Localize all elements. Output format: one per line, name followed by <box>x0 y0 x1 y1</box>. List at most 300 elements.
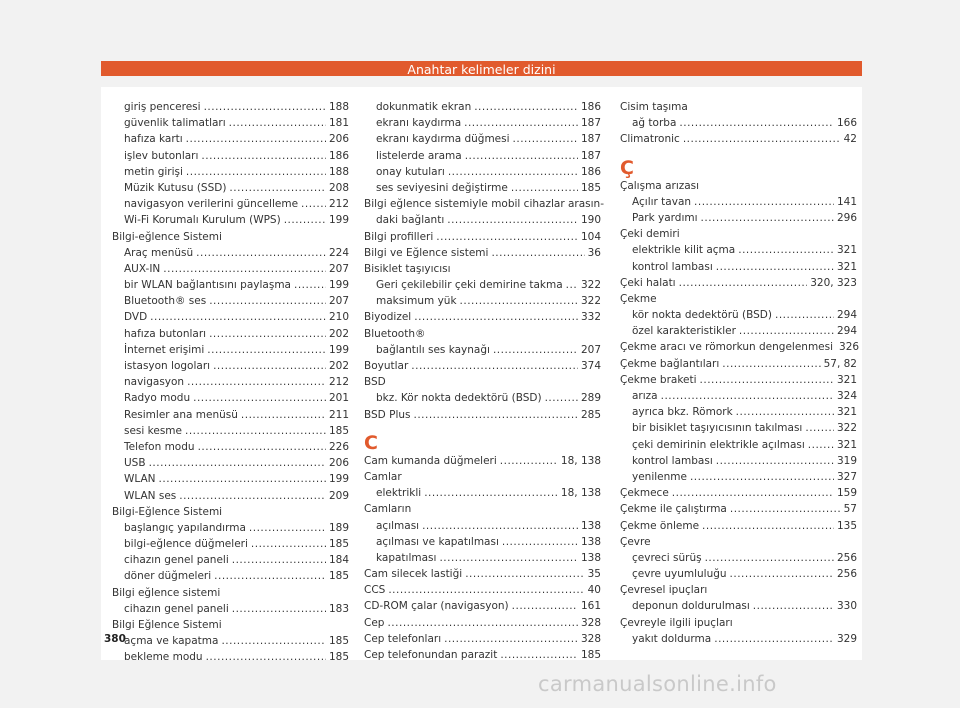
index-entry <box>620 437 857 453</box>
entry-page: 185 <box>580 181 601 194</box>
entry-label: WLAN ses <box>124 489 177 502</box>
index-entry <box>112 326 349 342</box>
entry-label: metin girişi <box>124 165 183 178</box>
index-entry <box>364 358 601 374</box>
leader-dots <box>214 568 326 584</box>
entry-page: 161 <box>580 600 601 613</box>
entry-page: 208 <box>328 181 349 194</box>
index-entry <box>364 164 601 180</box>
index-entry <box>112 471 349 487</box>
entry-label: AUX-IN <box>124 262 161 275</box>
entry-label: kör nokta dedektörü (BSD) <box>632 309 772 322</box>
entry-page: 226 <box>328 440 349 453</box>
entry-page: 321 <box>836 406 857 419</box>
index-entry <box>112 277 349 293</box>
entry-label: Resimler ana menüsü <box>124 408 238 421</box>
leader-dots <box>229 115 326 131</box>
index-entry <box>620 501 857 517</box>
entry-label: Cep <box>364 616 385 629</box>
entry-label: Bluetooth® ses <box>124 295 207 308</box>
entry-page: 186 <box>580 101 601 113</box>
entry-label: Çevresel ipuçları <box>620 584 708 597</box>
index-entry <box>620 275 857 291</box>
entry-label: Wi-Fi Korumalı Kurulum (WPS) <box>124 214 281 227</box>
entry-page: 186 <box>580 165 601 178</box>
index-entry <box>112 633 349 649</box>
leader-dots <box>201 148 326 164</box>
index-entry <box>112 455 349 471</box>
entry-page: 326 <box>839 341 860 354</box>
entry-label: Çekme ile çalıştırma <box>620 503 727 516</box>
entry-label: Biyodizel <box>364 311 412 324</box>
entry-page: 138 <box>580 535 601 548</box>
entry-list <box>364 453 601 663</box>
entry-page: 285 <box>580 408 601 421</box>
entry-page: 185 <box>328 570 349 583</box>
entry-label: BSD Plus <box>364 408 411 421</box>
leader-dots <box>207 342 326 358</box>
leader-dots <box>775 307 834 323</box>
entry-page: 35 <box>587 568 601 581</box>
entry-label: Bluetooth® <box>364 327 426 340</box>
entry-label: kapatılması <box>376 551 437 564</box>
index-entry <box>364 326 601 342</box>
index-entry <box>620 420 857 436</box>
index-entry <box>364 374 601 390</box>
entry-page: 36 <box>587 246 601 259</box>
entry-page: 188 <box>328 101 349 113</box>
entry-page: 199 <box>328 279 349 292</box>
leader-dots <box>150 309 326 325</box>
entry-label: Çekme önleme <box>620 519 700 532</box>
header-band <box>101 76 862 87</box>
index-entry <box>364 407 601 423</box>
entry-label: CD-ROM çalar (navigasyon) <box>364 600 509 613</box>
leader-dots <box>702 518 834 534</box>
entry-label: deponun doldurulması <box>632 600 750 613</box>
entry-label: Climatronic <box>620 133 680 146</box>
entry-page: 201 <box>328 392 349 405</box>
index-entry <box>112 342 349 358</box>
leader-dots <box>683 131 841 147</box>
index-column-1 <box>112 99 349 666</box>
index-entry <box>112 617 349 633</box>
index-entry <box>620 259 857 275</box>
entry-page: 166 <box>836 117 857 130</box>
entry-label: Çalışma arızası <box>620 179 700 192</box>
index-entry <box>620 372 857 388</box>
leader-dots <box>805 420 834 436</box>
entry-page: 185 <box>328 635 349 648</box>
index-entry <box>620 485 857 501</box>
entry-label: ekranı kaydırma <box>376 117 462 130</box>
entry-label: BSD <box>364 376 386 389</box>
entry-label: ağ torba <box>632 117 677 130</box>
index-entry <box>364 309 601 325</box>
entry-label: Çeki demiri <box>620 228 680 241</box>
entry-label: Bilgi profilleri <box>364 230 434 243</box>
entry-label: özel karakteristikler <box>632 325 736 338</box>
leader-dots <box>186 164 326 180</box>
index-entry <box>112 212 349 228</box>
index-entry <box>112 390 349 406</box>
leader-dots <box>464 115 578 131</box>
index-entry <box>112 309 349 325</box>
entry-label: WLAN <box>124 473 156 486</box>
index-entry <box>620 518 857 534</box>
leader-dots <box>474 99 578 115</box>
entry-page: 289 <box>580 392 601 405</box>
leader-dots <box>187 374 326 390</box>
index-entry <box>112 423 349 439</box>
leader-dots <box>232 552 326 568</box>
index-column-3 <box>620 99 860 647</box>
entry-label: Geri çekilebilir çeki demirine takma <box>376 279 563 292</box>
entry-label: güvenlik talimatları <box>124 117 226 130</box>
entry-label: çevre uyumluluğu <box>632 568 727 581</box>
leader-dots <box>413 407 577 423</box>
entry-label: bağlantılı ses kaynağı <box>376 343 490 356</box>
entry-page: 199 <box>328 214 349 227</box>
entry-label: elektrikle kilit açma <box>632 244 736 257</box>
leader-dots <box>679 115 834 131</box>
entry-label: Cep telefonları <box>364 632 442 645</box>
index-entry <box>112 520 349 536</box>
leader-dots <box>249 520 326 536</box>
entry-label: Bilgi eğlence sistemi <box>112 586 221 599</box>
entry-page: 202 <box>328 360 349 372</box>
leader-dots <box>513 131 578 147</box>
leader-dots <box>436 229 578 245</box>
leader-dots <box>700 372 834 388</box>
entry-page: 185 <box>580 649 601 661</box>
entry-label: ekranı kaydırma düğmesi <box>376 133 510 146</box>
entry-page: 207 <box>580 343 601 356</box>
entry-page: 104 <box>580 230 601 243</box>
leader-dots <box>753 598 834 614</box>
entry-label: açılması ve kapatılması <box>376 535 499 548</box>
entry-page: 199 <box>328 473 349 486</box>
entry-label: listelerde arama <box>376 149 462 162</box>
leader-dots <box>672 485 834 501</box>
entry-page: 138 <box>580 551 601 564</box>
entry-page: 211 <box>328 408 349 421</box>
index-entry <box>364 469 601 485</box>
entry-page: 42 <box>843 133 857 146</box>
entry-label: Radyo modu <box>124 392 191 405</box>
index-entry <box>364 180 601 196</box>
entry-label: Bilgi Eğlence Sistemi <box>112 619 222 631</box>
index-entry <box>620 307 857 323</box>
entry-page: 209 <box>328 489 349 502</box>
entry-page: 256 <box>836 568 857 581</box>
entry-page: 18, 138 <box>560 454 601 467</box>
entry-label: Çekme bağlantıları <box>620 357 720 370</box>
index-entry <box>112 552 349 568</box>
leader-dots <box>545 390 578 406</box>
entry-label: bekleme modu <box>124 651 203 664</box>
entry-page: 40 <box>587 584 601 597</box>
entry-label: sesi kesme <box>124 424 182 437</box>
entry-label: açılması <box>376 519 420 532</box>
entry-label: Bilgi ve Eğlence sistemi <box>364 246 489 259</box>
leader-dots <box>221 633 326 649</box>
index-entry <box>112 601 349 617</box>
entry-label: cihazın genel paneli <box>124 602 229 615</box>
index-entry <box>364 453 601 469</box>
leader-dots <box>251 536 326 552</box>
leader-dots <box>511 180 578 196</box>
entry-label: maksimum yük <box>376 295 457 308</box>
entry-label: Bilgi-eğlence Sistemi <box>112 230 222 243</box>
index-entry <box>112 374 349 390</box>
index-entry <box>620 99 857 115</box>
entry-label: Cam silecek lastiği <box>364 568 463 581</box>
entry-label: Bilgi-Eğlence Sistemi <box>112 505 223 518</box>
entry-page: 328 <box>580 632 601 645</box>
index-entry <box>112 115 349 131</box>
entry-label: hafıza kartı <box>124 133 183 146</box>
page-number: 380 <box>104 633 126 645</box>
index-entry <box>620 323 857 339</box>
entry-label: Çevre <box>620 535 651 548</box>
entry-label: bir WLAN bağlantısını paylaşma <box>124 279 291 292</box>
leader-dots <box>465 148 578 164</box>
entry-page: 185 <box>328 538 349 551</box>
entry-label: onay kutuları <box>376 165 445 178</box>
index-entry <box>620 226 857 242</box>
entry-page: 190 <box>580 214 601 227</box>
entry-page: 206 <box>328 457 349 470</box>
entry-label: Çeki halatı <box>620 276 676 289</box>
entry-page: 199 <box>328 343 349 356</box>
entry-label: cihazın genel paneli <box>124 554 229 567</box>
leader-dots <box>739 323 834 339</box>
entry-page: 210 <box>328 311 349 324</box>
entry-list <box>620 99 857 148</box>
leader-dots <box>500 453 558 469</box>
index-entry <box>112 649 349 665</box>
entry-page: 187 <box>580 117 601 130</box>
entry-label: çevreci sürüş <box>632 551 702 564</box>
entry-page: 141 <box>836 195 857 208</box>
leader-dots <box>701 210 834 226</box>
entry-list <box>620 178 860 647</box>
entry-label: hafıza butonları <box>124 327 207 340</box>
leader-dots <box>493 342 578 358</box>
entry-label: bkz. Kör nokta dedektörü (BSD) <box>376 392 542 405</box>
entry-page: 328 <box>580 616 601 629</box>
entry-label: Boyutlar <box>364 360 409 372</box>
index-entry <box>112 229 349 245</box>
index-entry <box>364 245 601 261</box>
entry-label: navigasyon <box>124 376 185 389</box>
entry-page: 330 <box>836 600 857 613</box>
leader-dots <box>159 471 326 487</box>
index-entry <box>620 356 857 372</box>
index-entry <box>620 388 857 404</box>
index-entry <box>364 261 601 277</box>
leader-dots <box>193 390 326 406</box>
index-entry <box>620 194 857 210</box>
index-entry <box>620 469 857 485</box>
entry-page: 324 <box>836 390 857 402</box>
entry-label: ses seviyesini değiştirme <box>376 181 508 194</box>
index-entry <box>364 277 601 293</box>
index-entry <box>620 615 857 631</box>
index-entry <box>620 131 857 147</box>
entry-page: 181 <box>328 117 349 130</box>
entry-label: Açılır tavan <box>632 195 692 208</box>
entry-list <box>112 99 349 666</box>
entry-page: 189 <box>328 521 349 534</box>
entry-page: 294 <box>836 309 857 322</box>
leader-dots <box>186 131 326 147</box>
entry-label: giriş penceresi <box>124 101 201 113</box>
entry-page: 185 <box>328 424 349 437</box>
entry-page: 322 <box>580 295 601 308</box>
index-entry <box>364 598 601 614</box>
leader-dots <box>388 582 584 598</box>
entry-label: Park yardımı <box>632 211 698 224</box>
index-entry <box>620 404 857 420</box>
entry-page: 159 <box>836 487 857 500</box>
leader-dots <box>439 550 578 566</box>
index-entry <box>112 99 349 115</box>
entry-label: Telefon modu <box>124 440 195 453</box>
index-entry <box>112 358 349 374</box>
entry-label: Cep telefonundan parazit <box>364 649 498 661</box>
index-column-2 <box>364 99 604 663</box>
leader-dots <box>185 423 326 439</box>
entry-page: 256 <box>836 551 857 564</box>
watermark: carmanualsonline.info <box>538 672 777 696</box>
index-entry <box>364 390 601 406</box>
leader-dots <box>730 566 834 582</box>
leader-dots <box>179 488 326 504</box>
index-entry <box>620 534 857 550</box>
leader-dots <box>690 469 834 485</box>
leader-dots <box>566 277 578 293</box>
entry-page: 207 <box>328 295 349 308</box>
index-entry <box>364 99 601 115</box>
index-entry <box>364 212 601 228</box>
entry-label: döner düğmeleri <box>124 570 212 583</box>
leader-dots <box>491 245 584 261</box>
entry-page: 187 <box>580 133 601 146</box>
leader-dots <box>714 631 834 647</box>
entry-label: USB <box>124 457 146 470</box>
entry-label: navigasyon verilerini güncelleme <box>124 198 299 211</box>
entry-label: CCS <box>364 584 386 597</box>
leader-dots <box>213 358 326 374</box>
page-title: Anahtar kelimeler dizini <box>407 62 556 77</box>
index-entry <box>112 293 349 309</box>
index-entry <box>364 342 601 358</box>
leader-dots <box>163 261 326 277</box>
index-entry <box>364 647 601 663</box>
index-entry <box>364 550 601 566</box>
entry-page: 185 <box>328 651 349 664</box>
section-letter: Ç <box>620 156 634 179</box>
entry-page: 207 <box>328 262 349 275</box>
leader-dots <box>424 485 558 501</box>
index-entry <box>364 293 601 309</box>
leader-dots <box>447 212 578 228</box>
entry-label: Cam kumanda düğmeleri <box>364 454 497 467</box>
entry-label: Camların <box>364 503 412 516</box>
index-entry <box>620 115 857 131</box>
leader-dots <box>204 99 326 115</box>
entry-label: kontrol lambası <box>632 260 713 273</box>
index-entry <box>620 210 857 226</box>
leader-dots <box>149 455 326 471</box>
index-entry <box>364 631 601 647</box>
entry-page: 327 <box>836 470 857 483</box>
entry-page: 206 <box>328 133 349 146</box>
entry-page: 374 <box>580 360 601 372</box>
entry-page: 183 <box>328 602 349 615</box>
leader-dots <box>301 196 326 212</box>
index-entry <box>364 566 601 582</box>
entry-page: 332 <box>580 311 601 324</box>
index-entry <box>364 534 601 550</box>
entry-label: İnternet erişimi <box>124 343 205 356</box>
leader-dots <box>209 293 326 309</box>
leader-dots <box>736 404 834 420</box>
entry-page: 321 <box>836 244 857 257</box>
index-entry <box>620 453 857 469</box>
index-entry <box>364 115 601 131</box>
entry-page: 321 <box>836 438 857 451</box>
entry-label: Çekme braketi <box>620 373 697 386</box>
leader-dots <box>294 277 326 293</box>
leader-dots <box>460 293 578 309</box>
entry-page: 202 <box>328 327 349 340</box>
index-entry <box>112 245 349 261</box>
entry-label: elektrikli <box>376 487 422 500</box>
leader-dots <box>411 358 578 374</box>
leader-dots <box>229 180 326 196</box>
entry-page: 294 <box>836 325 857 338</box>
index-entry <box>112 585 349 601</box>
entry-page: 212 <box>328 376 349 389</box>
index-entry <box>112 196 349 212</box>
entry-label: Müzik Kutusu (SSD) <box>124 181 227 194</box>
entry-page: 188 <box>328 165 349 178</box>
leader-dots <box>738 242 834 258</box>
entry-label: DVD <box>124 311 148 324</box>
index-entry <box>364 229 601 245</box>
leader-dots <box>502 534 578 550</box>
index-entry <box>620 339 860 355</box>
index-entry <box>112 164 349 180</box>
entry-label: Bilgi eğlence sistemiyle mobil cihazlar arasın- <box>364 198 604 211</box>
leader-dots <box>387 615 577 631</box>
index-entry <box>620 550 857 566</box>
entry-label: ayrıca bkz. Römork <box>632 406 733 419</box>
entry-page: 184 <box>328 554 349 567</box>
leader-dots <box>722 356 820 372</box>
entry-label: yakıt doldurma <box>632 632 712 645</box>
index-entry <box>364 582 601 598</box>
leader-dots <box>500 647 578 663</box>
index-entry <box>620 631 857 647</box>
index-entry <box>620 291 857 307</box>
entry-page: 138 <box>580 519 601 532</box>
leader-dots <box>694 194 834 210</box>
entry-label: Araç menüsü <box>124 246 194 259</box>
